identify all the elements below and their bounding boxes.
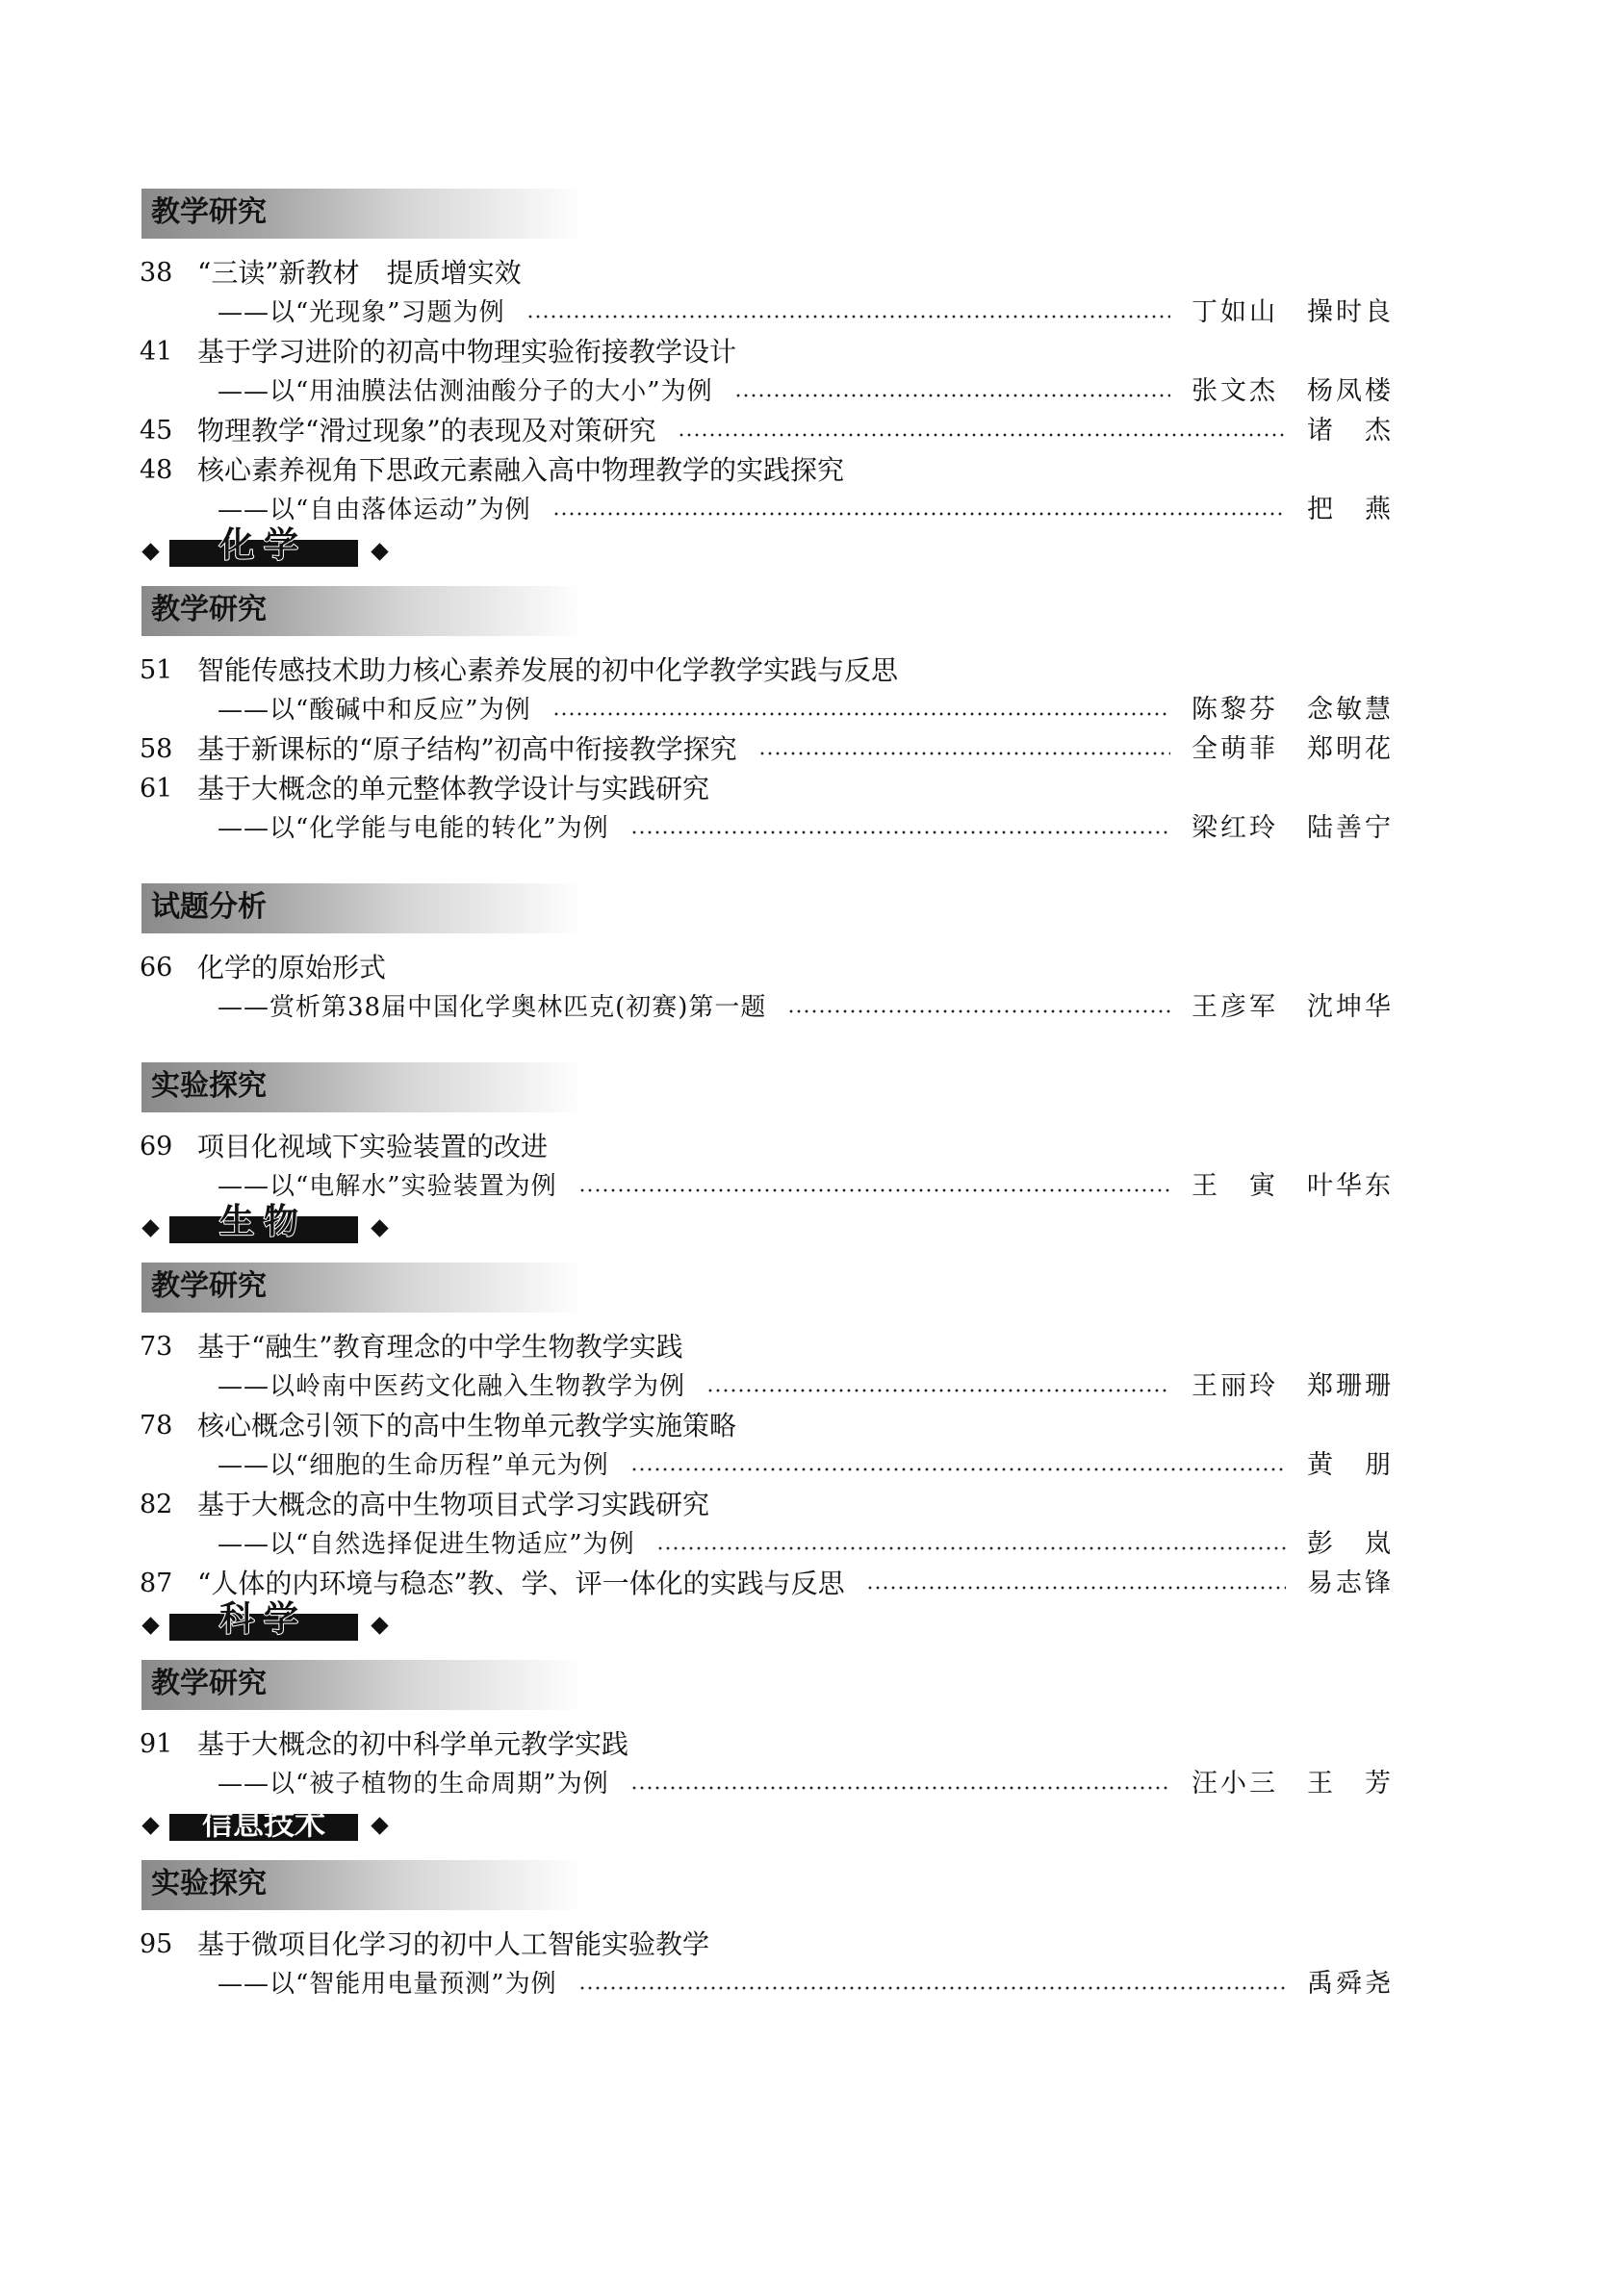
article-title: 基于大概念的初中科学单元教学实践 [197,1728,629,1760]
page-number: 69 [140,1132,173,1161]
section-header [141,189,584,239]
article-subtitle: ——以“自然选择促进生物适应”为例 [218,1530,635,1559]
page-number: 78 [140,1411,173,1441]
section-header [141,883,584,933]
leader-dots [552,712,1170,716]
page-number: 58 [140,734,173,764]
leader-dots [630,830,1170,834]
leader-dots [678,433,1286,437]
leader-dots [578,1986,1286,1990]
page-number: 66 [140,953,173,982]
article-title: “人体的内环境与稳态”教、学、评一体化的实践与反思 [197,1568,845,1599]
page-number: 95 [140,1929,173,1959]
category-label: 生物 [218,1202,308,1241]
article-authors: 易志锋 [1307,1569,1394,1598]
diamond-left-icon [141,543,159,560]
article-authors: 王彦军 沈坤华 [1192,992,1394,1022]
category-label: 科学 [218,1599,308,1639]
article-subtitle: ——以“细胞的生命历程”单元为例 [218,1451,609,1480]
article-authors: 陈黎芬 念敏慧 [1192,695,1394,725]
category-label: 信息技术 [201,1805,325,1842]
section-label: 试题分析 [151,890,267,924]
category-banner [144,1599,395,1643]
page-number: 87 [140,1569,173,1598]
page-number: 82 [140,1490,173,1519]
diamond-left-icon [141,1617,159,1634]
article-authors: 梁红玲 陆善宁 [1192,813,1394,843]
article-title: 基于大概念的高中生物项目式学习实践研究 [197,1489,710,1520]
article-authors: 禹舜尧 [1307,1969,1394,1999]
section-label: 教学研究 [151,195,267,229]
article-authors: 黄 朋 [1307,1450,1394,1480]
leader-dots [630,1786,1170,1790]
section-header [141,1660,584,1710]
article-authors: 把 燕 [1307,495,1394,524]
leader-dots [578,1188,1170,1192]
category-banner [144,1202,395,1245]
article-subtitle: ——以“用油膜法估测油酸分子的大小”为例 [218,377,713,406]
leader-dots [630,1467,1286,1471]
diamond-right-icon [371,1817,388,1834]
article-title: 基于微项目化学习的初中人工智能实验教学 [197,1928,710,1960]
leader-dots [758,752,1170,755]
article-title: 智能传感技术助力核心素养发展的初中化学教学实践与反思 [197,654,899,686]
page-number: 61 [140,774,173,804]
category-banner [144,1805,395,1843]
article-title: 核心概念引领下的高中生物单元教学实施策略 [197,1410,737,1441]
diamond-right-icon [371,1617,388,1634]
section-header [141,1062,584,1112]
page-number: 41 [140,337,173,367]
article-subtitle: ——以“智能用电量预测”为例 [218,1970,557,1999]
leader-dots [866,1586,1286,1590]
article-title: 物理教学“滑过现象”的表现及对策研究 [197,415,656,446]
article-subtitle: ——以“被子植物的生命周期”为例 [218,1770,609,1799]
section-header [141,1860,584,1910]
section-label: 教学研究 [151,1269,267,1303]
section-label: 教学研究 [151,1667,267,1700]
page-number: 91 [140,1729,173,1759]
leader-dots [526,315,1170,319]
article-subtitle: ——以“自由落体运动”为例 [218,496,531,524]
section-label: 实验探究 [151,1867,267,1901]
article-authors: 汪小三 王 芳 [1192,1769,1394,1799]
leader-dots [656,1546,1286,1550]
article-title: “三读”新教材 提质增实效 [197,257,522,289]
article-authors: 全萌菲 郑明花 [1192,734,1394,764]
article-title: 基于新课标的“原子结构”初高中衔接教学探究 [197,733,737,765]
article-title: 化学的原始形式 [197,952,387,983]
leader-dots [734,394,1170,397]
section-label: 教学研究 [151,593,267,626]
article-subtitle: ——以“化学能与电能的转化”为例 [218,814,609,843]
article-title: 核心素养视角下思政元素融入高中物理教学的实践探究 [197,454,845,486]
article-subtitle: ——以“电解水”实验装置为例 [218,1172,557,1201]
diamond-right-icon [371,543,388,560]
article-title: 项目化视域下实验装置的改进 [197,1131,549,1162]
category-label: 化学 [218,525,308,565]
article-title: 基于学习进阶的初高中物理实验衔接教学设计 [197,336,737,368]
section-header [141,1263,584,1313]
article-title: 基于“融生”教育理念的中学生物教学实践 [197,1331,683,1363]
page-number: 38 [140,258,173,288]
section-label: 实验探究 [151,1069,267,1103]
article-subtitle: ——以“光现象”习题为例 [218,298,505,327]
article-authors: 王 寅 叶华东 [1192,1171,1394,1201]
article-authors: 张文杰 杨凤楼 [1192,376,1394,406]
page-number: 45 [140,416,173,446]
leader-dots [706,1389,1170,1392]
diamond-right-icon [371,1219,388,1237]
article-title: 基于大概念的单元整体教学设计与实践研究 [197,773,710,804]
page-number: 48 [140,455,173,485]
diamond-left-icon [141,1817,159,1834]
page-number: 73 [140,1332,173,1362]
article-authors: 丁如山 操时良 [1192,297,1394,327]
article-authors: 诸 杰 [1307,416,1394,446]
leader-dots [787,1009,1170,1013]
article-subtitle: ——以“酸碱中和反应”为例 [218,696,531,725]
diamond-left-icon [141,1219,159,1237]
article-subtitle: ——赏析第38届中国化学奥林匹克(初赛)第一题 [218,993,767,1022]
leader-dots [552,512,1286,516]
section-header [141,586,584,636]
category-banner [144,525,395,569]
article-subtitle: ——以岭南中医药文化融入生物教学为例 [218,1372,686,1401]
article-authors: 王丽玲 郑珊珊 [1192,1371,1394,1401]
page-number: 51 [140,655,173,685]
article-authors: 彭 岚 [1307,1529,1394,1559]
